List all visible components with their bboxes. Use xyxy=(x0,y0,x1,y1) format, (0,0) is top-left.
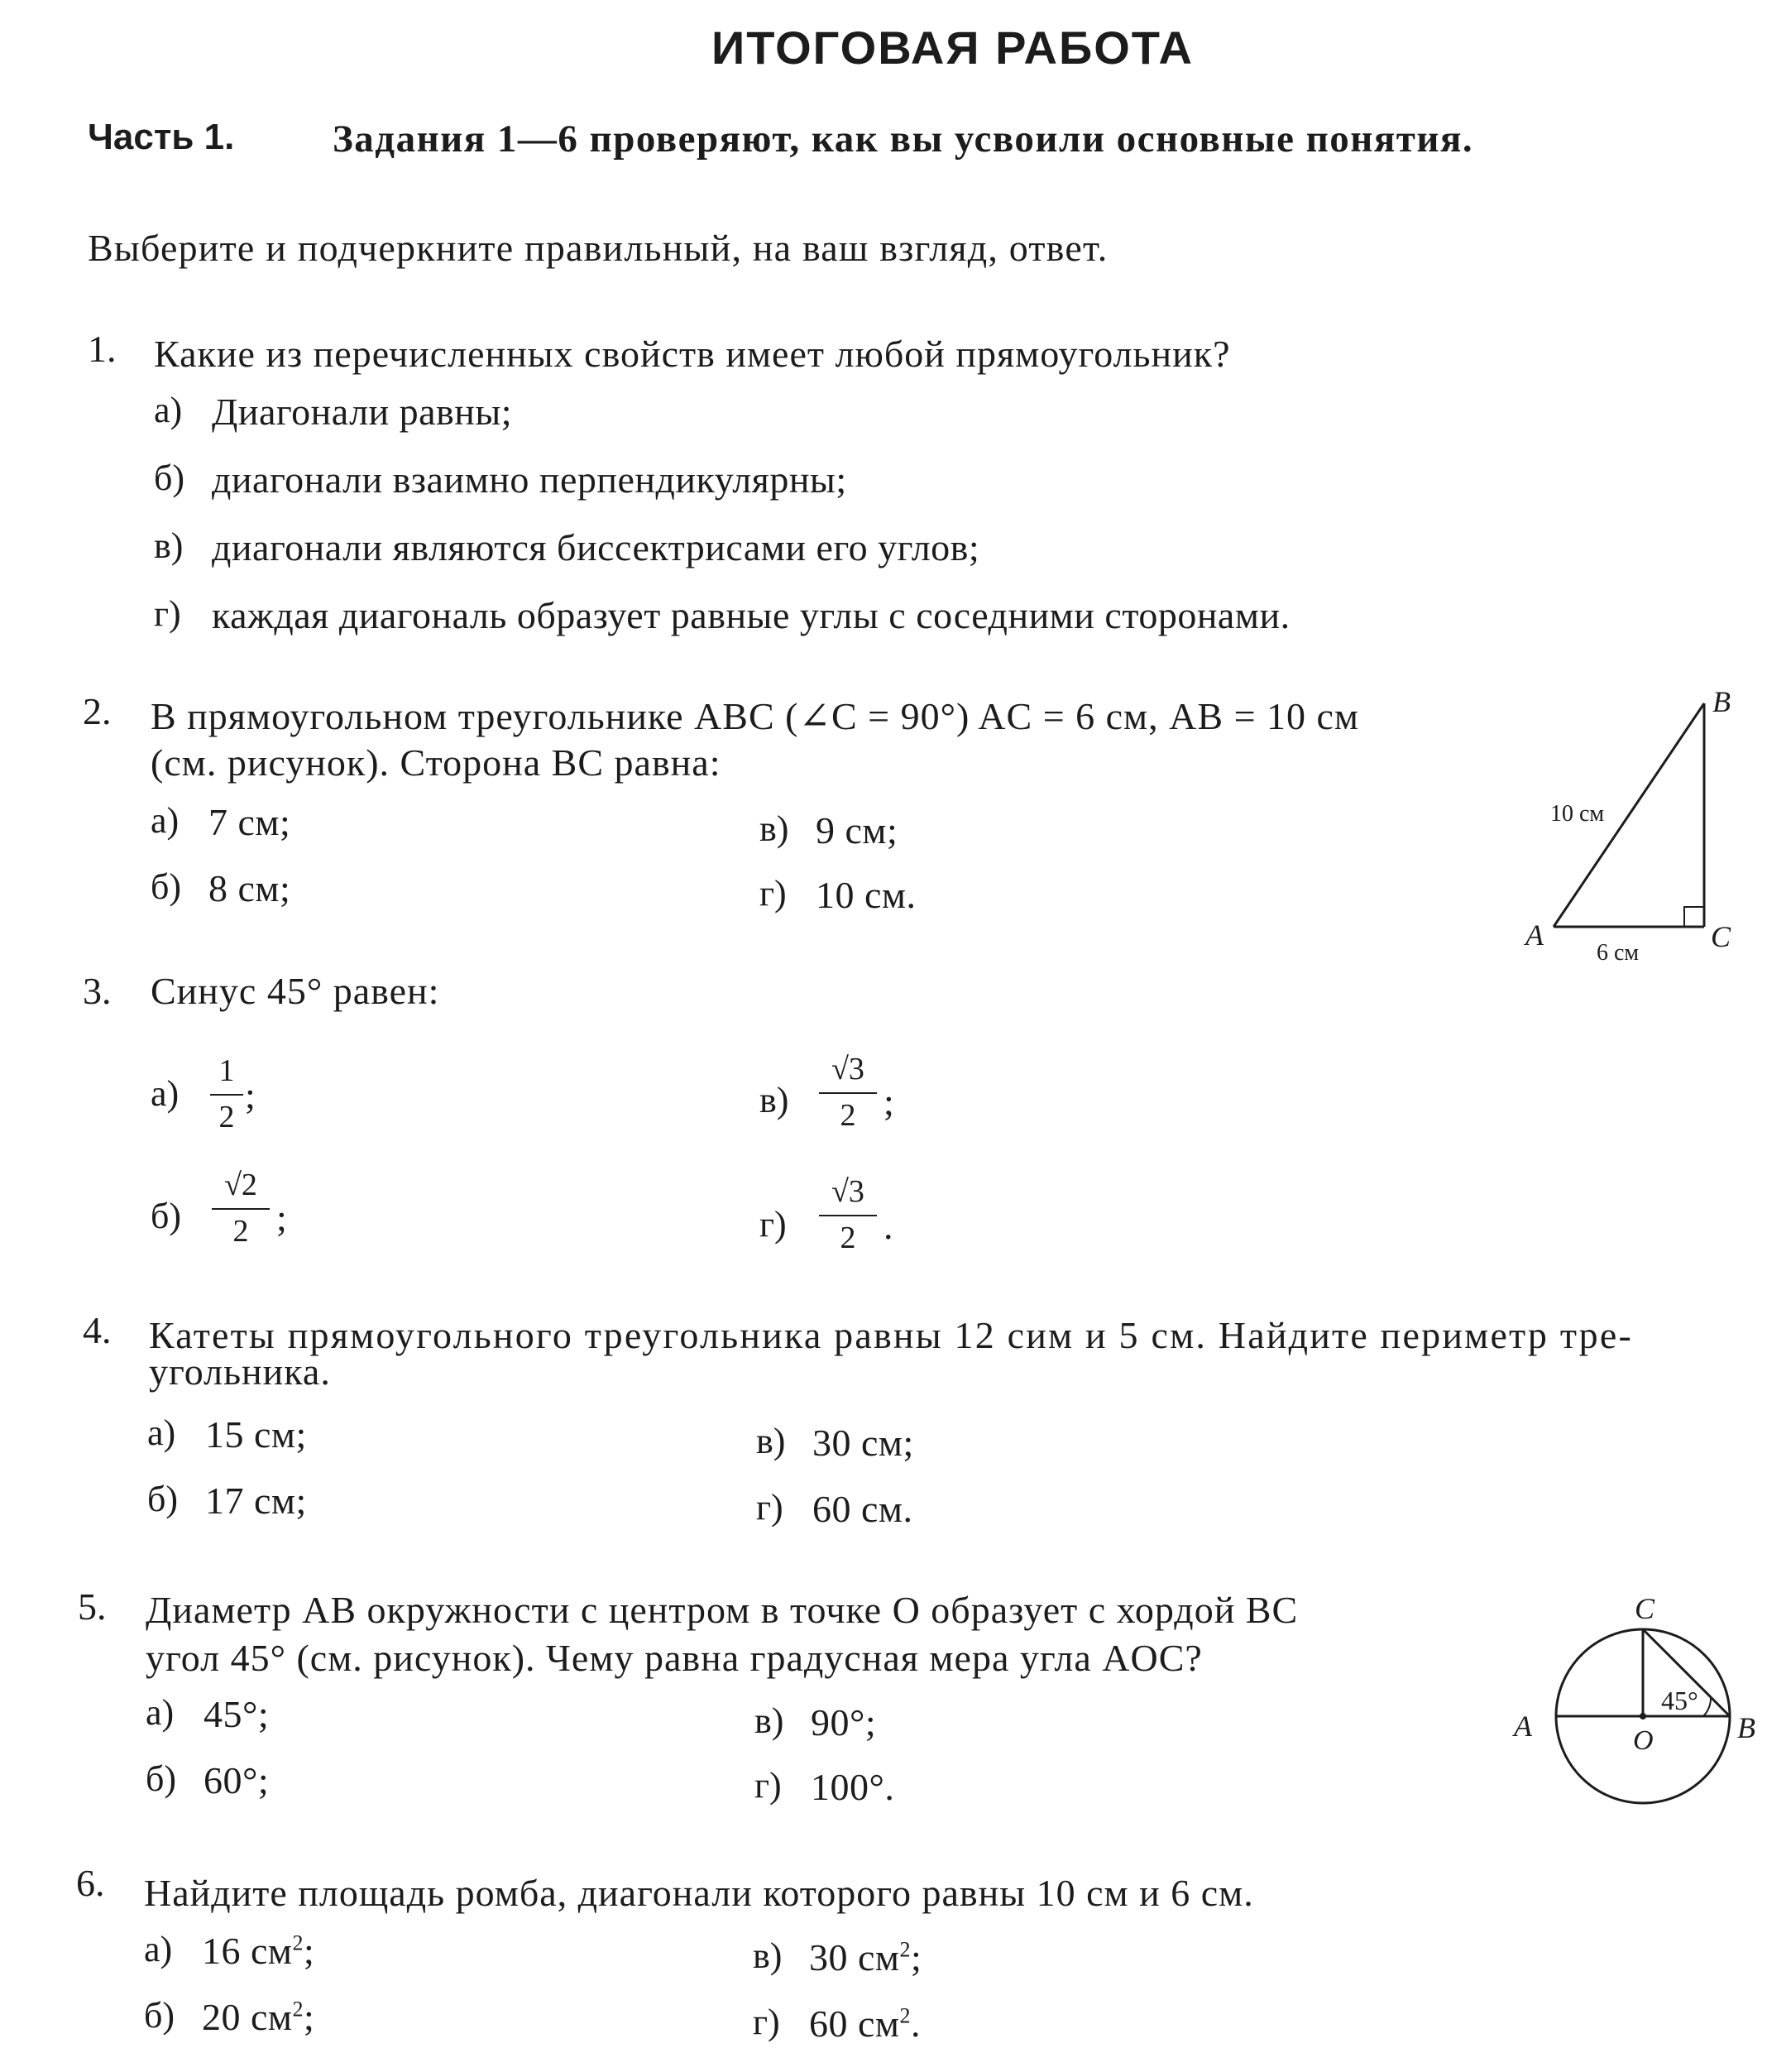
q2-option-d-letter: г) xyxy=(759,873,787,914)
q6-option-b-letter: б) xyxy=(144,1995,175,2036)
point-label-b: B xyxy=(1737,1711,1755,1744)
q2-option-b-letter: б) xyxy=(151,866,182,907)
q6-option-d-sup: 2 xyxy=(899,2003,912,2028)
q3-option-a-denominator: 2 xyxy=(218,1099,235,1134)
q6-option-c-end: ; xyxy=(911,1936,922,1978)
circle-figure xyxy=(1504,1577,1767,1825)
q1-number: 1. xyxy=(88,328,117,370)
q1-option-c[interactable]: диагонали являются биссектрисами его углов; xyxy=(212,526,980,568)
q4-option-c-letter: в) xyxy=(756,1421,786,1461)
q4-option-a[interactable]: 15 см; xyxy=(205,1413,307,1456)
q6-option-a-letter: а) xyxy=(144,1929,173,1969)
q5-number: 5. xyxy=(78,1585,107,1628)
vertex-label-a: A xyxy=(1525,918,1544,952)
q5-option-b-letter: б) xyxy=(146,1758,177,1799)
q6-option-c-sup: 2 xyxy=(899,1937,912,1962)
base-label: 6 см xyxy=(1597,940,1640,966)
q4-option-b-letter: б) xyxy=(147,1479,179,1519)
hypotenuse-label: 10 см xyxy=(1550,801,1605,827)
fraction-bar xyxy=(210,1094,243,1096)
q3-option-b-denominator: 2 xyxy=(232,1213,249,1249)
q3-text: Синус 45° равен: xyxy=(151,970,440,1012)
q3-option-a-fraction[interactable] xyxy=(210,1053,243,1136)
q4-option-b[interactable]: 17 см; xyxy=(205,1480,307,1522)
q2-number: 2. xyxy=(83,690,112,732)
q3-option-b-letter: б) xyxy=(151,1196,182,1236)
q5-text-line2: угол 45° (см. рисунок). Чему равна градусная мера угла AOC? xyxy=(146,1637,1203,1679)
center-point xyxy=(1640,1713,1646,1719)
right-triangle-figure xyxy=(1514,679,1754,976)
q6-option-b[interactable] xyxy=(202,1994,314,2040)
q4-option-c[interactable]: 30 см; xyxy=(812,1422,914,1464)
q6-text: Найдите площадь ромба, диагонали которого равны 10 см и 6 см. xyxy=(144,1872,1254,1914)
q2-option-a[interactable]: 7 см; xyxy=(208,801,291,843)
q3-option-d-fraction[interactable] xyxy=(819,1173,877,1257)
q1-option-a[interactable]: Диагонали равны; xyxy=(212,391,513,433)
right-angle-mark xyxy=(1684,907,1704,927)
q3-option-d-denominator: 2 xyxy=(840,1220,856,1255)
q1-option-d-letter: г) xyxy=(154,593,181,634)
q4-number: 4. xyxy=(83,1309,112,1351)
q6-option-a-end: ; xyxy=(304,1930,315,1972)
q1-text: Какие из перечисленных свойств имеет любой прямоугольник? xyxy=(154,333,1231,375)
q2-option-d[interactable]: 10 см. xyxy=(816,874,917,916)
q5-option-c[interactable]: 90°; xyxy=(811,1701,877,1743)
q2-text-line2: (см. рисунок). Сторона BC равна: xyxy=(151,741,721,784)
point-label-a: A xyxy=(1514,1710,1532,1743)
q6-option-d-end: . xyxy=(911,2002,922,2045)
q6-option-c[interactable] xyxy=(809,1935,922,1980)
q4-text-line1: Катеты прямоугольного треугольника равны 12 сим и 5 см. Найдите периметр тре- xyxy=(149,1314,1634,1356)
q4-option-d-letter: г) xyxy=(756,1487,783,1528)
vertex-label-b: B xyxy=(1712,685,1731,718)
angle-label: 45° xyxy=(1661,1686,1698,1715)
q2-option-b[interactable]: 8 см; xyxy=(208,867,291,909)
q1-option-c-letter: в) xyxy=(154,525,184,566)
q3-option-d-numerator: √3 xyxy=(831,1174,864,1209)
q3-option-d-letter: г) xyxy=(759,1204,787,1245)
fraction-bar xyxy=(819,1215,877,1216)
q3-option-b-fraction[interactable] xyxy=(212,1167,270,1250)
q3-option-c-numerator: √3 xyxy=(831,1052,864,1086)
q1-option-d[interactable]: каждая диагональ образует равные углы с соседними сторонами. xyxy=(212,594,1291,636)
fraction-bar xyxy=(819,1092,877,1094)
q6-option-a-sup: 2 xyxy=(292,1931,304,1955)
q3-option-b-numerator: √2 xyxy=(224,1168,257,1202)
q3-option-c-end: ; xyxy=(884,1081,895,1123)
q1-option-b[interactable]: диагонали взаимно перпендикулярны; xyxy=(212,458,847,501)
q6-option-b-end: ; xyxy=(304,1996,315,2038)
page-title: ИТОГОВАЯ РАБОТА xyxy=(711,22,1194,74)
q5-option-a-letter: а) xyxy=(146,1692,175,1733)
instructions: Выберите и подчеркните правильный, на ваш взгляд, ответ. xyxy=(88,227,1109,269)
vertex-label-c: C xyxy=(1711,920,1731,953)
q3-option-c-denominator: 2 xyxy=(840,1097,856,1133)
q3-option-d-end: . xyxy=(884,1205,893,1247)
q3-option-b-end: ; xyxy=(276,1197,288,1239)
q5-option-d-letter: г) xyxy=(754,1765,782,1806)
q4-option-d[interactable]: 60 см. xyxy=(812,1488,913,1530)
q6-option-a-text: 16 см xyxy=(202,1930,293,1972)
q4-text-line2: угольника. xyxy=(149,1350,331,1393)
q6-option-d-letter: г) xyxy=(753,2002,780,2042)
q1-option-a-letter: а) xyxy=(154,390,183,430)
q5-option-b[interactable]: 60°; xyxy=(204,1759,270,1801)
q6-option-b-text: 20 см xyxy=(202,1996,293,2038)
q6-option-a[interactable] xyxy=(202,1928,314,1974)
q3-option-c-letter: в) xyxy=(759,1080,789,1120)
q1-option-b-letter: б) xyxy=(154,458,185,498)
q2-option-c-letter: в) xyxy=(759,808,789,849)
q3-option-a-numerator: 1 xyxy=(218,1053,235,1088)
q6-option-c-text: 30 см xyxy=(809,1936,900,1978)
q6-number: 6. xyxy=(76,1862,105,1904)
q5-option-a[interactable]: 45°; xyxy=(204,1693,270,1735)
point-label-o: O xyxy=(1633,1725,1654,1756)
q6-option-c-letter: в) xyxy=(753,1935,783,1976)
q6-option-d[interactable] xyxy=(809,2001,921,2046)
part-label: Часть 1. xyxy=(88,117,235,157)
q3-option-c-fraction[interactable] xyxy=(819,1051,877,1134)
q3-number: 3. xyxy=(83,970,112,1012)
q6-option-b-sup: 2 xyxy=(292,1997,304,2022)
q5-option-d[interactable]: 100°. xyxy=(811,1766,895,1808)
q5-text-line1: Диаметр AB окружности с центром в точке O образует с хордой BC xyxy=(146,1589,1299,1631)
angle-arc xyxy=(1703,1697,1711,1716)
part-description: Задания 1—6 проверяют, как вы усвоили основные понятия. xyxy=(333,118,1474,161)
point-label-c: C xyxy=(1635,1592,1655,1625)
q2-option-a-letter: а) xyxy=(151,800,180,841)
q4-option-a-letter: а) xyxy=(147,1413,176,1453)
q2-text-line1: В прямоугольном треугольнике ABC (∠C = 90°) AC = 6 см, AB = 10 см xyxy=(151,695,1360,737)
q2-option-c[interactable]: 9 см; xyxy=(816,809,898,851)
fraction-bar xyxy=(212,1208,270,1210)
q6-option-d-text: 60 см xyxy=(809,2002,900,2045)
q5-option-c-letter: в) xyxy=(754,1700,784,1741)
q3-option-a-letter: а) xyxy=(151,1073,180,1114)
q3-option-a-end: ; xyxy=(245,1074,256,1116)
